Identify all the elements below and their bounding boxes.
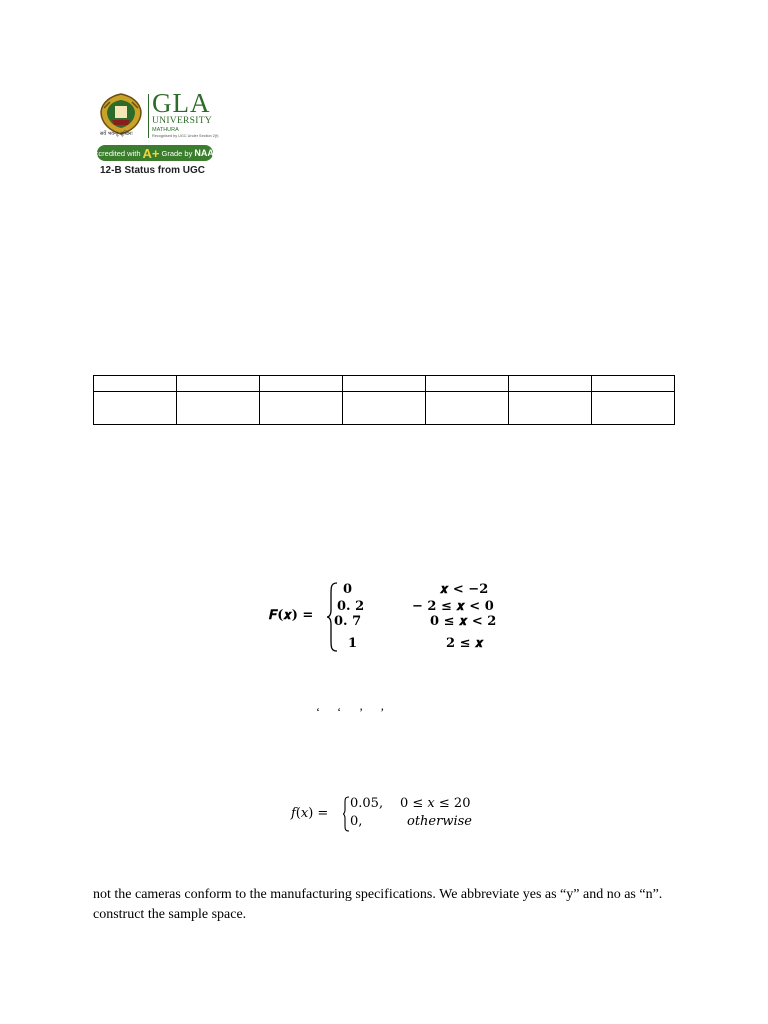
university-crest-icon bbox=[98, 92, 144, 136]
quotation-marks bbox=[316, 705, 402, 720]
logo-wordmark: GLA bbox=[152, 88, 211, 118]
table-cell bbox=[177, 376, 260, 392]
table-cell bbox=[343, 392, 426, 425]
table-cell bbox=[592, 376, 675, 392]
cdf-case-value: 𝟏 bbox=[348, 636, 358, 651]
cdf-case-value: 𝟎. 𝟕 bbox=[334, 614, 362, 629]
table-cell bbox=[94, 376, 177, 392]
table-cell bbox=[260, 376, 343, 392]
gla-university-logo bbox=[89, 88, 221, 185]
table-cell bbox=[177, 392, 260, 425]
cdf-case-value: 𝟎 bbox=[343, 582, 353, 597]
badge-org: NAAC bbox=[194, 148, 221, 158]
table-row bbox=[94, 376, 675, 392]
logo-motto-text: सर्वे भवन्तु सुखिनः bbox=[100, 131, 133, 137]
table-cell bbox=[509, 376, 592, 392]
cdf-equation-lhs: 𝑭(𝒙) = bbox=[269, 608, 314, 623]
cdf-case-condition: 𝟎 ≤ 𝒙 < 𝟐 bbox=[430, 614, 497, 629]
table-cell bbox=[94, 392, 177, 425]
logo-university-text: UNIVERSITY bbox=[152, 116, 212, 126]
logo-recognition-text: Recognised by UGC Under Section 2(f) bbox=[152, 134, 219, 138]
empty-data-table bbox=[93, 375, 675, 425]
cdf-case-condition: 𝟐 ≤ 𝒙 bbox=[446, 636, 484, 651]
table-cell bbox=[509, 392, 592, 425]
logo-divider bbox=[148, 94, 149, 138]
table-cell bbox=[260, 392, 343, 425]
ugc-status-text: 12-B Status from UGC bbox=[100, 165, 206, 176]
close-quote: ’’ bbox=[359, 705, 403, 719]
table-cell bbox=[592, 392, 675, 425]
left-brace-icon bbox=[342, 796, 350, 832]
table-cell bbox=[426, 392, 509, 425]
badge-grade: A+ bbox=[142, 145, 160, 161]
badge-prefix: Accredited with bbox=[89, 148, 141, 158]
table-cell bbox=[426, 376, 509, 392]
badge-mid: Grade by bbox=[161, 148, 193, 158]
pdf-equation-lhs: 𝑓(𝑥) = bbox=[291, 806, 329, 821]
problem-text: not the cameras conform to the manufacturing specifications. We abbreviate yes as “y” and no as “n”. construct the sample space. bbox=[93, 887, 663, 922]
cdf-case-condition: − 𝟐 ≤ 𝒙 < 𝟎 bbox=[412, 599, 494, 614]
table-row bbox=[94, 392, 675, 425]
cdf-case-condition: 𝒙 < −𝟐 bbox=[440, 582, 489, 597]
pdf-case-condition: otherwise bbox=[407, 814, 472, 829]
pdf-case-value: 0, bbox=[350, 814, 363, 829]
pdf-case-condition: 0 ≤ 𝑥 ≤ 20 bbox=[400, 796, 471, 811]
pdf-case-value: 0.05, bbox=[350, 796, 384, 811]
table-cell bbox=[343, 376, 426, 392]
naac-accreditation-badge bbox=[89, 145, 221, 161]
open-quote: ‘‘ bbox=[316, 705, 360, 719]
logo-city-text: MATHURA bbox=[152, 127, 179, 133]
cdf-case-value: 𝟎. 𝟐 bbox=[337, 599, 365, 614]
